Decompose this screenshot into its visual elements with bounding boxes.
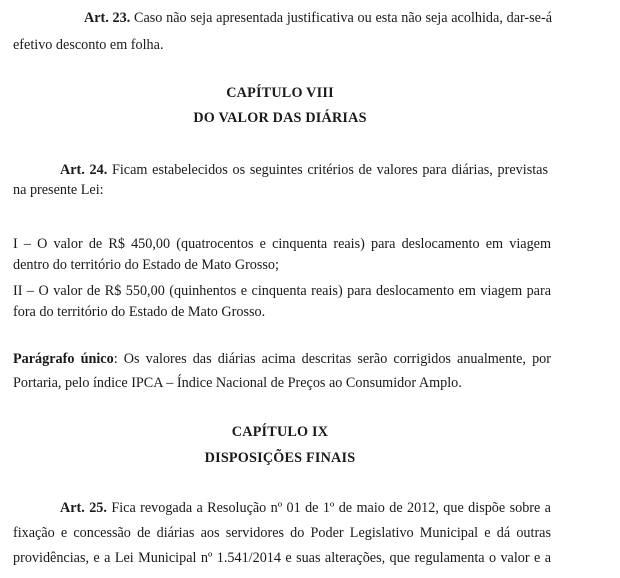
inciso-2-line2: fora do território do Estado de Mato Grosso. [13, 304, 266, 320]
art24-line2: na presente Lei: [13, 182, 104, 198]
art25-line3: providências, e a Lei Municipal nº 1.541/2014 e suas alterações, que regulamenta o valor e a [13, 550, 551, 566]
art24-text: Ficam estabelecidos os seguintes critérios de valores para diárias, previstas [107, 162, 548, 178]
art23-line1 [84, 10, 552, 27]
art24-line1 [60, 162, 548, 179]
paragrafo-line1 [13, 351, 551, 368]
chapter-8-number: CAPÍTULO VIII [226, 85, 334, 101]
chapter-8-title: DO VALOR DAS DIÁRIAS [193, 110, 367, 126]
paragrafo-text: : Os valores das diárias acima descritas serão corrigidos anualmente, por [113, 351, 551, 367]
inciso-1-line1: I – O valor de R$ 450,00 (quatrocentos e cinquenta reais) para deslocamento em viagem [13, 236, 551, 252]
art25-text: Fica revogada a Resolução nº 01 de 1º de maio de 2012, que dispõe sobre a [106, 500, 551, 516]
inciso-1-line2: dentro do território do Estado de Mato Grosso; [13, 257, 279, 273]
chapter-9-number: CAPÍTULO IX [231, 424, 329, 440]
art23-text: Caso não seja apresentada justificativa ou esta não seja acolhida, dar-se-á [130, 10, 552, 26]
art25-label: Art. 25. [60, 500, 107, 516]
art25-line2: fixação e concessão de diárias aos servidores do Poder Legislativo Municipal e dá outras [13, 525, 551, 541]
art25-line1 [60, 500, 551, 517]
art23-line2: efetivo desconto em folha. [13, 37, 164, 53]
art23-label: Art. 23. [84, 10, 131, 26]
art24-label: Art. 24. [60, 162, 108, 178]
paragrafo-label: Parágrafo único [13, 351, 114, 367]
paragrafo-line2: Portaria, pelo índice IPCA – Índice Nacional de Preços ao Consumidor Amplo. [13, 375, 462, 391]
chapter-9-title: DISPOSIÇÕES FINAIS [204, 450, 356, 466]
inciso-2-line1: II – O valor de R$ 550,00 (quinhentos e cinquenta reais) para deslocamento em viagem para [13, 283, 551, 299]
